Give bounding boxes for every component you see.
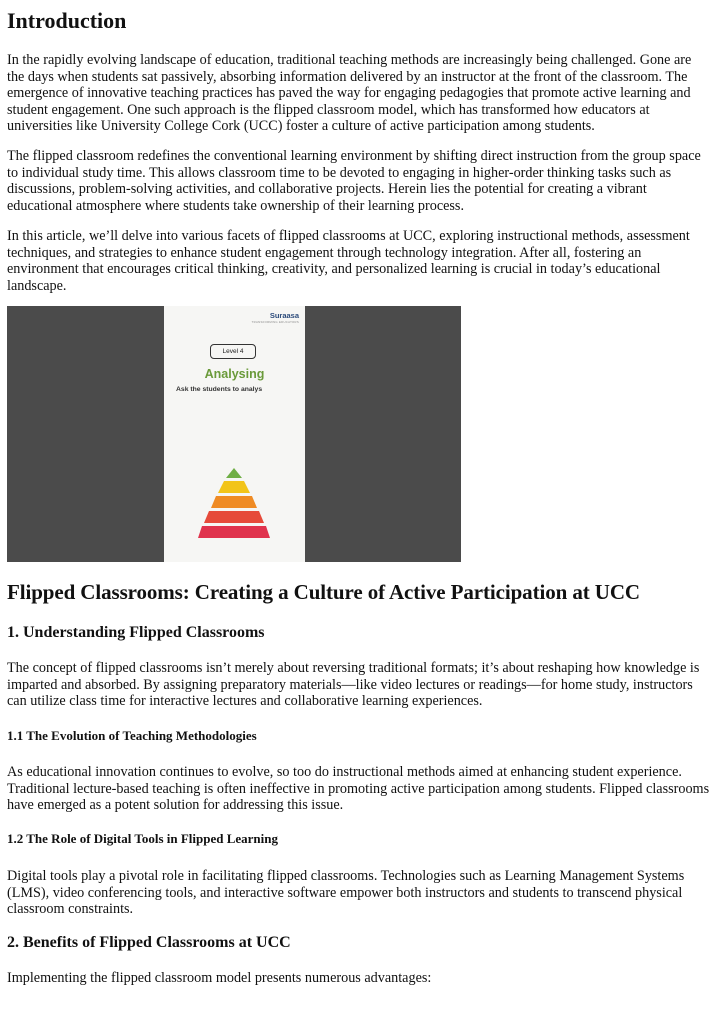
section-1-2-text: Digital tools play a pivotal role in facilitating flipped classrooms. Technologies such as Learning Management Systems (LMS), video conferencing tools, and interactive software empower both instructors and students to transcend physical classroom constraints.	[7, 868, 685, 917]
pyramid-icon	[194, 464, 274, 544]
intro-paragraph-1: In the rapidly evolving landscape of education, traditional teaching methods are increasingly being challenged. Gone are the days when students sat passively, absorbing information delivered by an instructor at the front of the classroom. The emergence of innovative teaching practices has paved the way for engaging pedagogies that promote active learning and student engagement. One such approach is the flipped classroom model, which has transformed how educators at universities like University College Cork (UCC) foster a culture of active participation among students.	[7, 52, 692, 134]
intro-paragraph-2: The flipped classroom redefines the conventional learning environment by shifting direct instruction from the group space to individual study time. This allows classroom time to be devoted to engaging in higher-order thinking tasks such as discussions, problem-solving activities, and collaborative projects. Herein lies the potential for creating a vibrant educational atmosphere where students take ownership of their learning process.	[7, 148, 701, 214]
section-2-text: Implementing the flipped classroom model presents numerous advantages:	[7, 970, 432, 986]
pyramid-tier-4	[204, 511, 264, 523]
image-background-left	[7, 306, 164, 562]
intro-paragraph-3: In this article, we’ll delve into various facets of flipped classrooms at UCC, exploring instructional methods, assessment techniques, and strategies to enhance student engagement through technology integration. After all, fostering an environment that encourages critical thinking, creativity, and personalized learning is crucial in today’s educational landscape.	[7, 228, 690, 294]
section-1-2-heading: 1.2 The Role of Digital Tools in Flipped Learning	[7, 831, 279, 846]
section-1-1-heading: 1.1 The Evolution of Teaching Methodologies	[7, 728, 257, 743]
section-1-heading: 1. Understanding Flipped Classrooms	[7, 624, 265, 641]
pyramid-tier-2	[218, 481, 250, 493]
level-card	[164, 306, 305, 562]
section-2-heading: 2. Benefits of Flipped Classrooms at UCC	[7, 934, 291, 951]
level-badge: Level 4	[210, 344, 256, 359]
image-background-right	[305, 306, 461, 562]
pyramid-tier-5	[198, 526, 270, 538]
section-1-1-text: As educational innovation continues to evolve, so too do instructional methods aimed at enhancing student experience. Traditional lecture-based teaching is often ineffective in promoting active participation among students. Flipped classrooms have emerged as a potent solution for addressing this issue.	[7, 764, 710, 813]
pyramid-tier-1	[226, 468, 242, 478]
section-1-text: The concept of flipped classrooms isn’t merely about reversing traditional formats; it’s about reshaping how knowledge is imparted and absorbed. By assigning preparatory materials—like video lectures or readings—for home study, instructors can utilize class time for interactive lectures and collaborative learning experiences.	[7, 660, 700, 709]
pyramid-tier-3	[211, 496, 257, 508]
level-subtitle: Ask the students to analys	[176, 386, 263, 393]
level-title: Analysing	[204, 367, 265, 381]
intro-heading: Introduction	[7, 8, 127, 33]
article-title: Flipped Classrooms: Creating a Culture of Active Participation at UCC	[7, 580, 640, 604]
article-image	[7, 306, 461, 562]
brand-logo: Suraasa	[269, 311, 299, 320]
brand-tagline: TRANSFORMING EDUCATORS	[251, 320, 299, 324]
